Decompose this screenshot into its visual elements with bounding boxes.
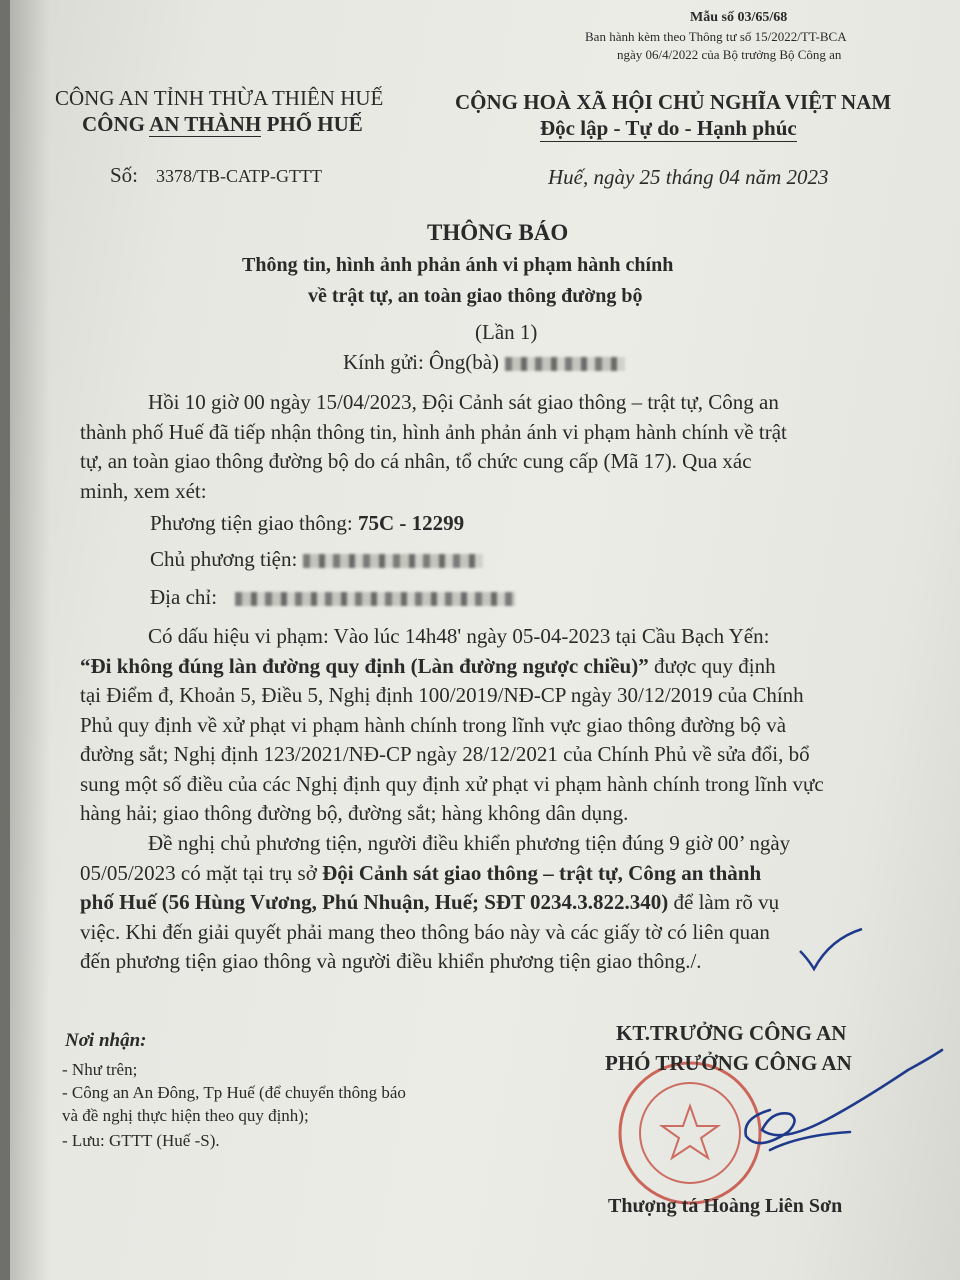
signatory-name: Thượng tá Hoàng Liên Sơn — [608, 1195, 843, 1217]
national-motto: Độc lập - Tự do - Hạnh phúc — [540, 116, 797, 140]
request-paragraph: Đề nghị chủ phương tiện, người điều khiển phương tiện đúng 9 giờ 00’ ngày 05/05/2023 có mặt tại trụ sở Đội Cảnh sát giao thông – trật tự, Công an thành phố Huế (56 Hùng Vương, Phú Nhuận, Huế; SĐT 0234.3.822.340) để làm rõ vụ việc. Khi đến giải quyết phải mang theo thông báo này và các giấy tờ có liên quan đến phương tiện giao thông và người điều khiển phương tiện giao thông./. — [80, 831, 791, 973]
subtitle-line2: về trật tự, an toàn giao thông đường bộ — [308, 285, 643, 307]
checkmark-icon — [796, 925, 866, 975]
issuer-unit: CÔNG AN THÀNH PHỐ HUẾ — [82, 112, 363, 136]
page-title: THÔNG BÁO — [427, 220, 569, 245]
recipients-heading: Nơi nhận: — [65, 1030, 147, 1051]
page-shadow — [10, 0, 50, 1280]
recipient-line: Kính gửi: Ông(bà) — [343, 350, 625, 375]
owner-field: Chủ phương tiện: — [150, 547, 483, 572]
issuer-parent: CÔNG AN TỈNH THỪA THIÊN HUẾ — [55, 86, 384, 110]
signature-icon — [650, 1040, 950, 1170]
violation-paragraph: Có dấu hiệu vi phạm: Vào lúc 14h48' ngày 05-04-2023 tại Cầu Bạch Yến: “Đi không đúng làn đường quy định (Làn đường ngược chiều)” được quy định tại Điểm đ, Khoản 5, Điều 5, Nghị định 100/2019/NĐ-CP ngày 30/12/2019 của Chính Phủ quy định về xử phạt vi phạm hành chính trong lĩnh vực giao thông đường bộ và đường sắt; Nghị định 123/2021/NĐ-CP ngày 28/12/2021 của Chính Phủ về sửa đổi, bổ sung một số điều của các Nghị định quy định xử phạt vi phạm hành chính trong lĩnh vực hàng hải; giao thông đường bộ, đường sắt; hàng không dân dụng. — [80, 624, 824, 825]
redacted-name — [505, 357, 625, 371]
document-number: Số: 3378/TB-CATP-GTTT — [110, 163, 323, 187]
intro-paragraph: Hồi 10 giờ 00 ngày 15/04/2023, Đội Cảnh sát giao thông – trật tự, Công an thành phố Huế đã tiếp nhận thông tin, hình ảnh phản ánh vi phạm hành chính về trật tự, an toàn giao thông đường bộ do cá nhân, tổ chức cung cấp (Mã 17). Qua xác minh, xem xét: — [80, 390, 787, 503]
recipient-item: - Công an An Đông, Tp Huế (để chuyển thông báo — [62, 1083, 406, 1102]
recipient-item: - Lưu: GTTT (Huế -S). — [62, 1131, 220, 1150]
form-number: Mẫu số 03/65/68 — [690, 10, 788, 25]
license-plate: 75C - 12299 — [357, 511, 465, 535]
national-title: CỘNG HOÀ XÃ HỘI CHỦ NGHĨA VIỆT NAM — [455, 90, 892, 114]
violation-description: “Đi không đúng làn đường quy định (Làn đường ngược chiều)” — [80, 653, 649, 678]
form-issue-date: ngày 06/4/2022 của Bộ trưởng Bộ Công an — [617, 47, 842, 62]
document-date: Huế, ngày 25 tháng 04 năm 2023 — [548, 165, 829, 189]
redacted-address — [235, 592, 515, 606]
signatory-title: KT.TRƯỞNG CÔNG AN — [616, 1021, 847, 1045]
redacted-owner — [303, 554, 483, 568]
recipient-item: - Như trên; — [62, 1060, 138, 1079]
recipient-item: và đề nghị thực hiện theo quy định); — [62, 1106, 309, 1125]
subtitle-line1: Thông tin, hình ảnh phản ánh vi phạm hành chính — [242, 254, 674, 276]
signatory-subtitle: PHÓ TRƯỞNG CÔNG AN — [605, 1051, 852, 1075]
document-page — [10, 0, 960, 1280]
form-legal-basis: Ban hành kèm theo Thông tư số 15/2022/TT-BCA — [585, 29, 847, 44]
address-field: Địa chỉ: — [150, 585, 515, 610]
vehicle-field: Phương tiện giao thông: 75C - 12299 — [150, 511, 465, 535]
office-address: phố Huế (56 Hùng Vương, Phú Nhuận, Huế; SĐT 0234.3.822.340) — [80, 890, 669, 914]
occurrence-number: (Lần 1) — [475, 320, 538, 344]
